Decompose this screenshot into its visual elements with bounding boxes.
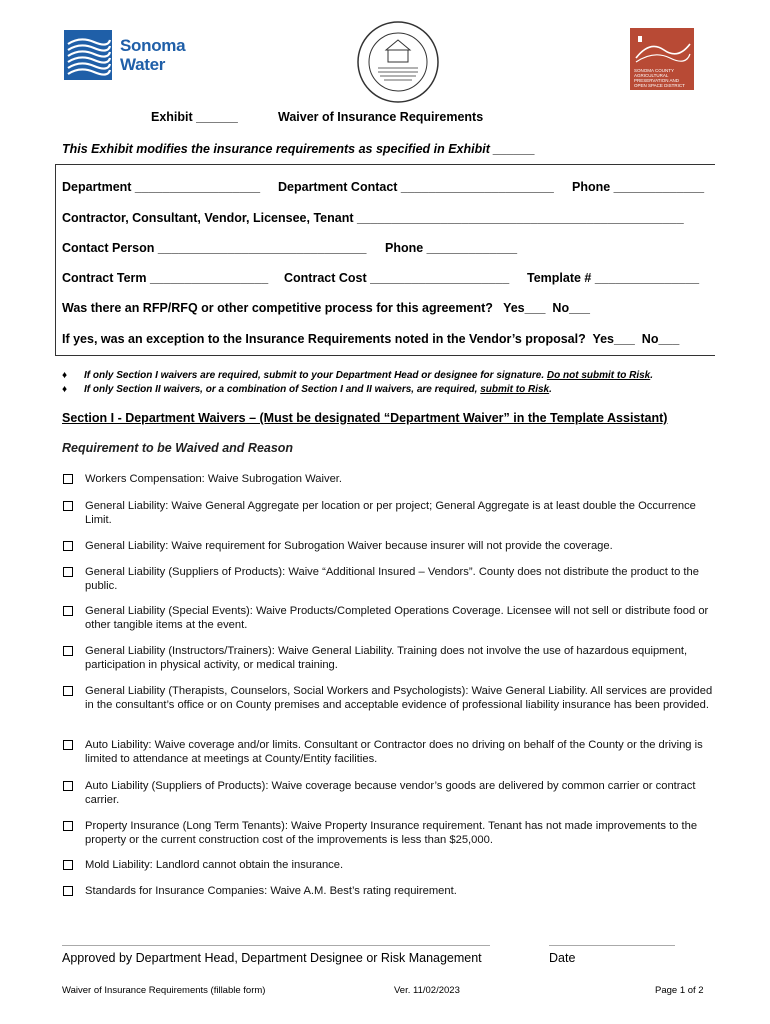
date-label: Date — [549, 951, 576, 965]
note-two-text: If only Section II waivers, or a combination of Section I and II waivers, are required, — [84, 384, 481, 395]
approval-signature-line[interactable] — [62, 945, 490, 946]
waiver-item-text: General Liability (Special Events): Waive Products/Completed Operations Coverage. Licensee will not sell or distribute food or other tangible items at the event. — [85, 605, 709, 631]
checkbox[interactable] — [63, 541, 73, 551]
department-field[interactable]: Department __________________ — [62, 180, 261, 194]
waiver-item-text: General Liability: Waive requirement for Subrogation Waiver because insurer will not provide the coverage. — [85, 540, 613, 552]
rfp-question[interactable]: Was there an RFP/RFQ or other competitive process for this agreement? Yes___ No___ — [62, 301, 590, 315]
section-one-title: Section I - Department Waivers – (Must be designated “Department Waiver” in the Template Assistant) — [62, 411, 668, 425]
checkbox[interactable] — [63, 474, 73, 484]
page-title: Waiver of Insurance Requirements — [278, 110, 484, 124]
note-two-period: . — [549, 384, 552, 395]
note-section-two — [62, 384, 552, 395]
checkbox[interactable] — [63, 646, 73, 656]
exhibit-subtitle: This Exhibit modifies the insurance requirements as specified in Exhibit ______ — [62, 142, 536, 156]
date-signature-line[interactable] — [549, 945, 675, 946]
waiver-item-text: General Liability (Therapists, Counselors, Social Workers and Psychologists): Waive General Liability. All services are provided in the consultant’s office or on County premises and acceptable evidence of professional liability insurance has been provided. — [85, 685, 713, 711]
diamond-bullet-icon: ♦ — [62, 370, 68, 381]
checkbox[interactable] — [63, 860, 73, 870]
note-section-one — [62, 370, 653, 381]
exhibit-label: Exhibit ______ — [151, 110, 238, 124]
checkbox[interactable] — [63, 606, 73, 616]
county-seal-icon — [356, 20, 440, 104]
waiver-item-text: Mold Liability: Landlord cannot obtain the insurance. — [85, 859, 344, 871]
checkbox[interactable] — [63, 821, 73, 831]
phone-field-1[interactable]: Phone _____________ — [572, 180, 705, 194]
ag-open-space-logo-text: SONOMA COUNTY AGRICULTURAL PRESERVATION AND OPEN SPACE DISTRICT — [634, 68, 685, 88]
waiver-item-text: Workers Compensation: Waive Subrogation Waiver. — [85, 473, 343, 485]
footer-form-name: Waiver of Insurance Requirements (fillable form) — [62, 985, 266, 996]
note-one-period: . — [650, 370, 654, 381]
county-seal — [356, 20, 440, 104]
waiver-item-text: Standards for Insurance Companies: Waive A.M. Best’s rating requirement. — [85, 885, 457, 897]
checkbox[interactable] — [63, 781, 73, 791]
waiver-item-text: Auto Liability: Waive coverage and/or limits. Consultant or Contractor does no driving on behalf of the County or the driving is limited to attendance at meetings at County/Entity facilities. — [85, 739, 703, 765]
checkbox[interactable] — [63, 501, 73, 511]
waiver-item-text: General Liability (Suppliers of Products): Waive “Additional Insured – Vendors”. County does not distribute the product to the public. — [85, 566, 699, 592]
note-one-text: If only Section I waivers are required, submit to your Department Head or designee for signature. — [84, 370, 547, 381]
contact-person-field[interactable]: Contact Person ______________________________ — [62, 241, 367, 255]
contractor-field[interactable]: Contractor, Consultant, Vendor, Licensee, Tenant _______________________________________________ — [62, 211, 684, 225]
sonoma-water-wordmark: Sonoma Water — [120, 36, 186, 74]
contract-cost-field[interactable]: Contract Cost ____________________ — [284, 271, 510, 285]
note-one-emphasis: Do not submit to Risk — [546, 370, 651, 381]
exception-question[interactable]: If yes, was an exception to the Insurance Requirements noted in the Vendor’s proposal? Yes___ No___ — [62, 332, 680, 346]
waiver-item-text: Auto Liability (Suppliers of Products): Waive coverage because vendor’s goods are delivered by common carrier or contract carrier. — [85, 780, 696, 806]
contract-term-field[interactable]: Contract Term _________________ — [62, 271, 269, 285]
waiver-item-text: General Liability: Waive General Aggregate per location or per project; General Aggregate is at least double the Occurrence Limit. — [85, 500, 696, 526]
checkbox[interactable] — [63, 567, 73, 577]
template-number-field[interactable]: Template # _______________ — [527, 271, 700, 285]
box-left-rule — [55, 165, 56, 355]
checkbox[interactable] — [63, 886, 73, 896]
checkbox[interactable] — [63, 686, 73, 696]
waiver-item-text: General Liability (Instructors/Trainers): Waive General Liability. Training does not involve the use of hazardous equipment, participation in physical activity, or medical training. — [85, 645, 688, 671]
requirement-heading: Requirement to be Waived and Reason — [62, 441, 294, 455]
approval-label: Approved by Department Head, Department Designee or Risk Management — [62, 951, 482, 965]
footer-page-number: Page 1 of 2 — [655, 985, 704, 996]
sonoma-water-logo — [64, 30, 194, 82]
ag-open-space-logo — [630, 28, 694, 90]
footer-version: Ver. 11/02/2023 — [394, 985, 460, 996]
sonoma-water-wave-icon — [64, 30, 112, 80]
waiver-item-text: Property Insurance (Long Term Tenants): Waive Property Insurance requirement. Tenant has not made improvements to the property or the current construction cost of the improvements is less than $25,000. — [85, 820, 698, 846]
department-contact-field[interactable]: Department Contact ______________________ — [278, 180, 554, 194]
phone-field-2[interactable]: Phone _____________ — [385, 241, 518, 255]
note-two-emphasis: submit to Risk — [480, 384, 550, 395]
diamond-bullet-icon: ♦ — [62, 384, 68, 395]
checkbox[interactable] — [63, 740, 73, 750]
